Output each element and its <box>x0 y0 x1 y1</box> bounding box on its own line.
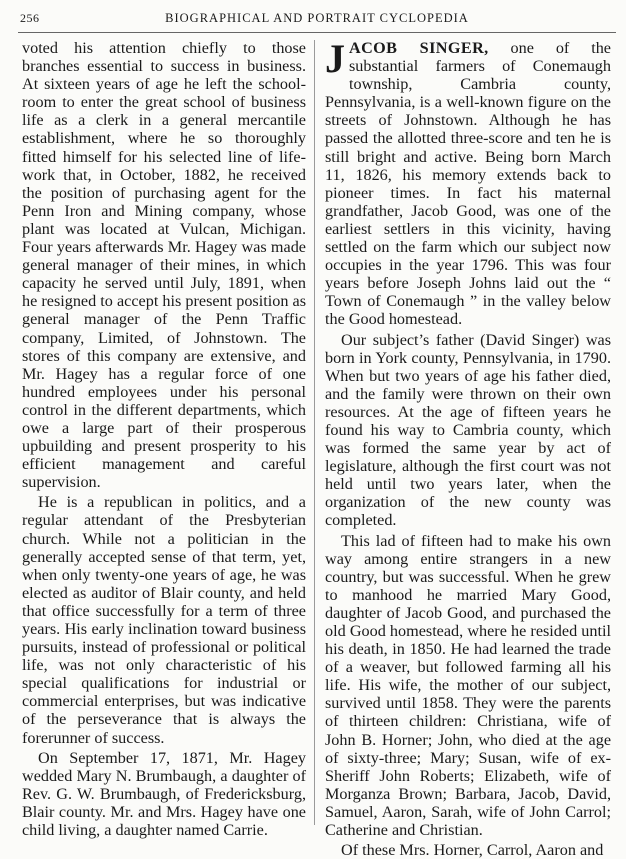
entry-title: ACOB SINGER, <box>349 39 489 57</box>
running-title: BIOGRAPHICAL AND PORTRAIT CYCLOPEDIA <box>165 11 469 25</box>
paragraph: Of these Mrs. Horner, Carrol, Aaron and <box>341 841 604 859</box>
column-divider <box>314 40 315 825</box>
header-rule <box>18 32 616 33</box>
paragraph: He is a republican in politics, and a regular attendant of the Presbyterian church. While not a politician in the generally accepted sense of that term, yet, when only twenty-one years of age, he was elected as auditor of Blair county, and held that office successfully for a term of three years. His early inclination toward business pursuits, instead of professional or political life, was not only characteristic of his special qualifications for industrial or commercial enterprises, but was indicative of the perseverance that is always the forerunner of success. <box>22 493 306 747</box>
entry-intro-paragraph <box>325 36 611 329</box>
right-column <box>325 36 611 859</box>
page-number: 256 <box>20 11 40 25</box>
paragraph: voted his attention chiefly to those branches essential to success in business. At sixteen years of age he left the school-room to enter the great school of business life as a clerk in a general mercantile establishment, where he so thoroughly fitted himself for his selected line of life-work that, in October, 1882, he received the position of purchasing agent for the Penn Iron and Mining company, whose plant was located at Vulcan, Michigan. Four years afterwards Mr. Hagey was made general manager of their mines, in which capacity he served until July, 1891, when he resigned to accept his present position as general manager of the Penn Traffic company, Limited, of Johnstown. The stores of this company are extensive, and Mr. Hagey has a regular force of one hundred employees under his personal control in the different departments, which owe a large part of their prosperous upbuilding and present prosperity to his efficient management and careful supervision. <box>22 39 306 492</box>
left-column <box>22 39 306 839</box>
paragraph-text: one of the substantial farmers of Conemaugh township, Cambria county, Pennsylvania, is a well-known figure on the streets of Johnstown. Although he has passed the allotted three-score and ten he is still bright and active. Being born March 11, 1826, his memory extends back to pioneer times. In fact his maternal grandfather, Jacob Good, was one of the earliest settlers in this vicinity, having settled on the farm which our subject now occupies in the year 1796. This was four years before Joseph Johns laid out the “ Town of Conemaugh ” in the valley below the Good homestead. <box>325 39 611 329</box>
drop-cap: J <box>325 36 345 81</box>
paragraph: On September 17, 1871, Mr. Hagey wedded Mary N. Brumbaugh, a daughter of Rev. G. W. Brumbaugh, of Fredericksburg, Blair county. Mr. and Mrs. Hagey have one child living, a daughter named Carrie. <box>22 748 306 840</box>
paragraph: This lad of fifteen had to make his own way among entire strangers in a new country, but was successful. When he grew to manhood he married Mary Good, daughter of Jacob Good, and purchased the old Good homestead, where he resided until his death, in 1850. He had learned the trade of a weaver, but followed farming all his life. His wife, the mother of our subject, survived until 1858. They were the parents of thirteen children: Christiana, wife of John B. Horner; John, who died at the age of sixty-three; Mary; Susan, wife of ex-Sheriff John Roberts; Elizabeth, wife of Morganza Brown; Barbara, Jacob, David, Samuel, Aaron, Sarah, wife of John Carrol; Catherine and Christian. <box>325 531 611 840</box>
paragraph: Our subject’s father (David Singer) was born in York county, Pennsylvania, in 1790. When but two years of age his father died, and the family were thrown on their own resources. At the age of fifteen years he found his way to Cambria county, which was formed the same year by act of legislature, although the first court was not held until two years later, when the organization of the new county was completed. <box>325 330 611 530</box>
page-header <box>18 8 616 30</box>
